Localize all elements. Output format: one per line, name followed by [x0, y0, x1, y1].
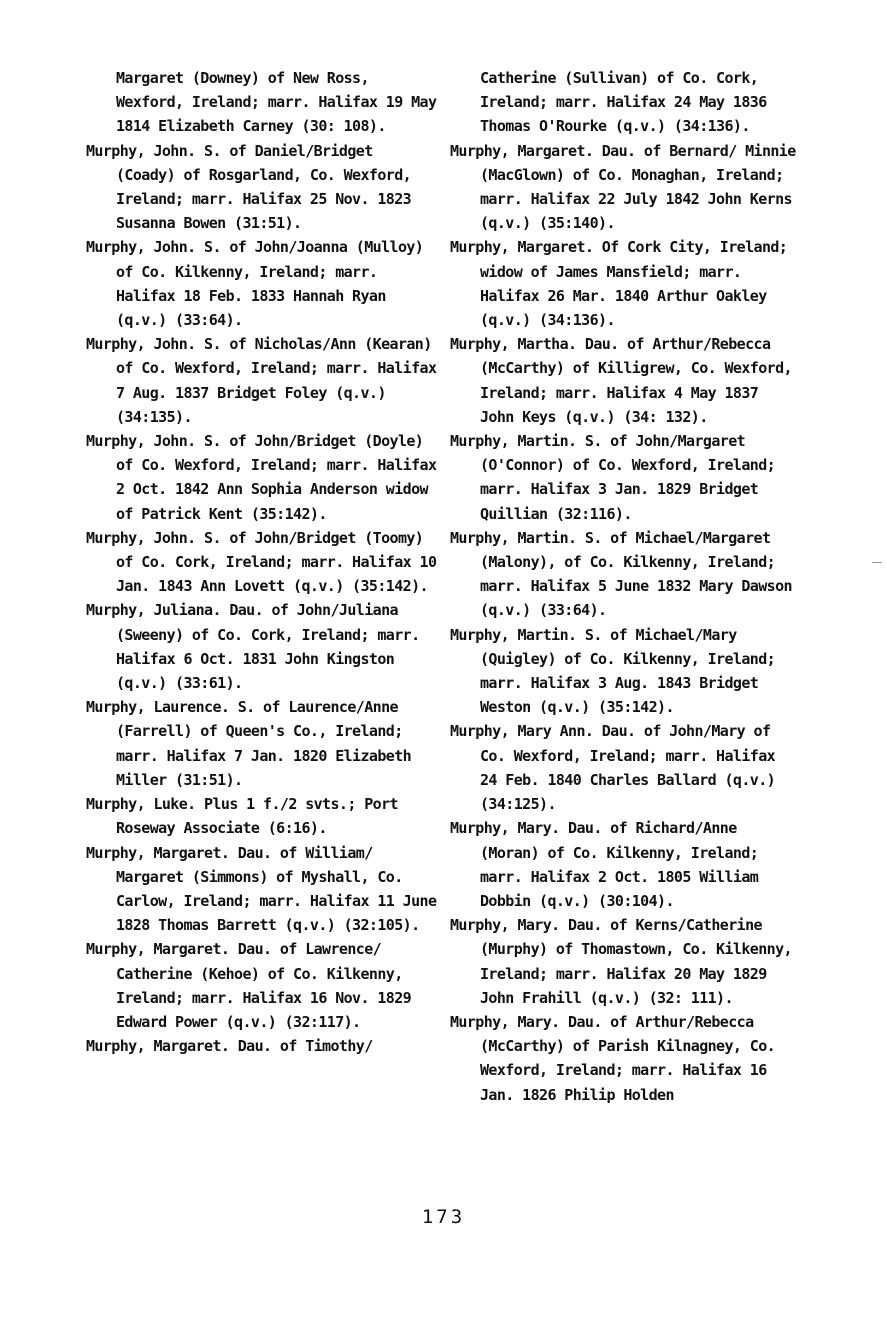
margin-mark	[872, 562, 882, 563]
register-entry: Murphy, Martin. S. of Michael/Mary (Quigley) of Co. Kilkenny, Ireland; marr. Halifax 3 Aug. 1843 Bridget Weston (q.v.) (35:142).	[450, 625, 776, 717]
register-entry: Murphy, Margaret. Dau. of William/ Margaret (Simmons) of Myshall, Co. Carlow, Ireland; marr. Halifax 11 June 1828 Thomas Barrett (q.v.) (32:105).	[86, 843, 437, 935]
register-entry: Murphy, Margaret. Dau. of Lawrence/ Catherine (Kehoe) of Co. Kilkenny, Ireland; marr. Halifax 16 Nov. 1829 Edward Power (q.v.) (32:117).	[86, 940, 412, 1031]
register-entry: Murphy, John. S. of John/Bridget (Doyle) of Co. Wexford, Ireland; marr. Halifax 2 Oct. 1842 Ann Sophia Anderson widow of Patrick Kent (35:142).	[86, 432, 437, 523]
right-column	[450, 66, 800, 1107]
register-entry: Murphy, Martin. S. of Michael/Margaret (Malony), of Co. Kilkenny, Ireland; marr. Halifax 5 June 1832 Mary Dawson (q.v.) (33:64).	[450, 528, 792, 620]
continued-entry: Catherine (Sullivan) of Co. Cork, Ireland; marr. Halifax 24 May 1836 Thomas O'Rourke (q.v.) (34:136).	[480, 69, 767, 136]
register-entry: Murphy, Mary. Dau. of Richard/Anne (Moran) of Co. Kilkenny, Ireland; marr. Halifax 2 Oct. 1805 William Dobbin (q.v.) (30:104).	[450, 819, 759, 910]
register-entry: Murphy, Luke. Plus 1 f./2 svts.; Port Roseway Associate (6:16).	[86, 795, 398, 838]
register-entry: Murphy, Margaret. Of Cork City, Ireland; widow of James Mansfield; marr. Halifax 26 Mar. 1840 Arthur Oakley (q.v.) (34:136).	[450, 238, 788, 330]
register-entry: Murphy, John. S. of Daniel/Bridget (Coady) of Rosgarland, Co. Wexford, Ireland; marr. Halifax 25 Nov. 1823 Susanna Bowen (31:51).	[86, 141, 412, 233]
register-entry: Murphy, Martha. Dau. of Arthur/Rebecca (McCarthy) of Killigrew, Co. Wexford, Ireland; marr. Halifax 4 May 1837 John Keys (q.v.) (34: 132).	[450, 335, 792, 426]
register-entry: Murphy, John. S. of John/Joanna (Mulloy) of Co. Kilkenny, Ireland; marr. Halifax 18 Feb. 1833 Hannah Ryan (q.v.) (33:64).	[86, 238, 424, 330]
left-column	[86, 66, 438, 1058]
register-entry: Murphy, Mary. Dau. of Kerns/Catherine (Murphy) of Thomastown, Co. Kilkenny, Ireland; marr. Halifax 20 May 1829 John Frahill (q.v.) (32: 111).	[450, 916, 792, 1007]
continued-entry: Margaret (Downey) of New Ross, Wexford, Ireland; marr. Halifax 19 May 1814 Elizabeth Carney (30: 108).	[116, 69, 437, 136]
register-entry: Murphy, John. S. of John/Bridget (Toomy) of Co. Cork, Ireland; marr. Halifax 10 Jan. 1843 Ann Lovett (q.v.) (35:142).	[86, 528, 437, 596]
register-entry: Murphy, Mary. Dau. of Arthur/Rebecca (McCarthy) of Parish Kilnagney, Co. Wexford, Ireland; marr. Halifax 16 Jan. 1826 Philip Holden	[450, 1012, 776, 1104]
register-entry: Murphy, Juliana. Dau. of John/Juliana (Sweeny) of Co. Cork, Ireland; marr. Halifax 6 Oct. 1831 John Kingston (q.v.) (33:61).	[86, 601, 420, 693]
register-entry: Murphy, Laurence. S. of Laurence/Anne (Farrell) of Queen's Co., Ireland; marr. Halifax 7 Jan. 1820 Elizabeth Miller (31:51).	[86, 698, 412, 789]
register-entry: Murphy, Margaret. Dau. of Bernard/ Minnie (MacGlown) of Co. Monaghan, Ireland; marr. Halifax 22 July 1842 John Kerns (q.v.) (35:140).	[450, 141, 796, 233]
register-entry: Murphy, Margaret. Dau. of Timothy/	[86, 1037, 373, 1056]
register-entry: Murphy, John. S. of Nicholas/Ann (Kearan) of Co. Wexford, Ireland; marr. Halifax 7 Aug. 1837 Bridget Foley (q.v.) (34:135).	[86, 335, 437, 426]
register-entry: Murphy, Martin. S. of John/Margaret (O'Connor) of Co. Wexford, Ireland; marr. Halifax 3 Jan. 1829 Bridget Quillian (32:116).	[450, 432, 776, 523]
page-number: 173	[421, 1206, 466, 1228]
register-entry: Murphy, Mary Ann. Dau. of John/Mary of Co. Wexford, Ireland; marr. Halifax 24 Feb. 1840 Charles Ballard (q.v.) (34:125).	[450, 722, 776, 814]
